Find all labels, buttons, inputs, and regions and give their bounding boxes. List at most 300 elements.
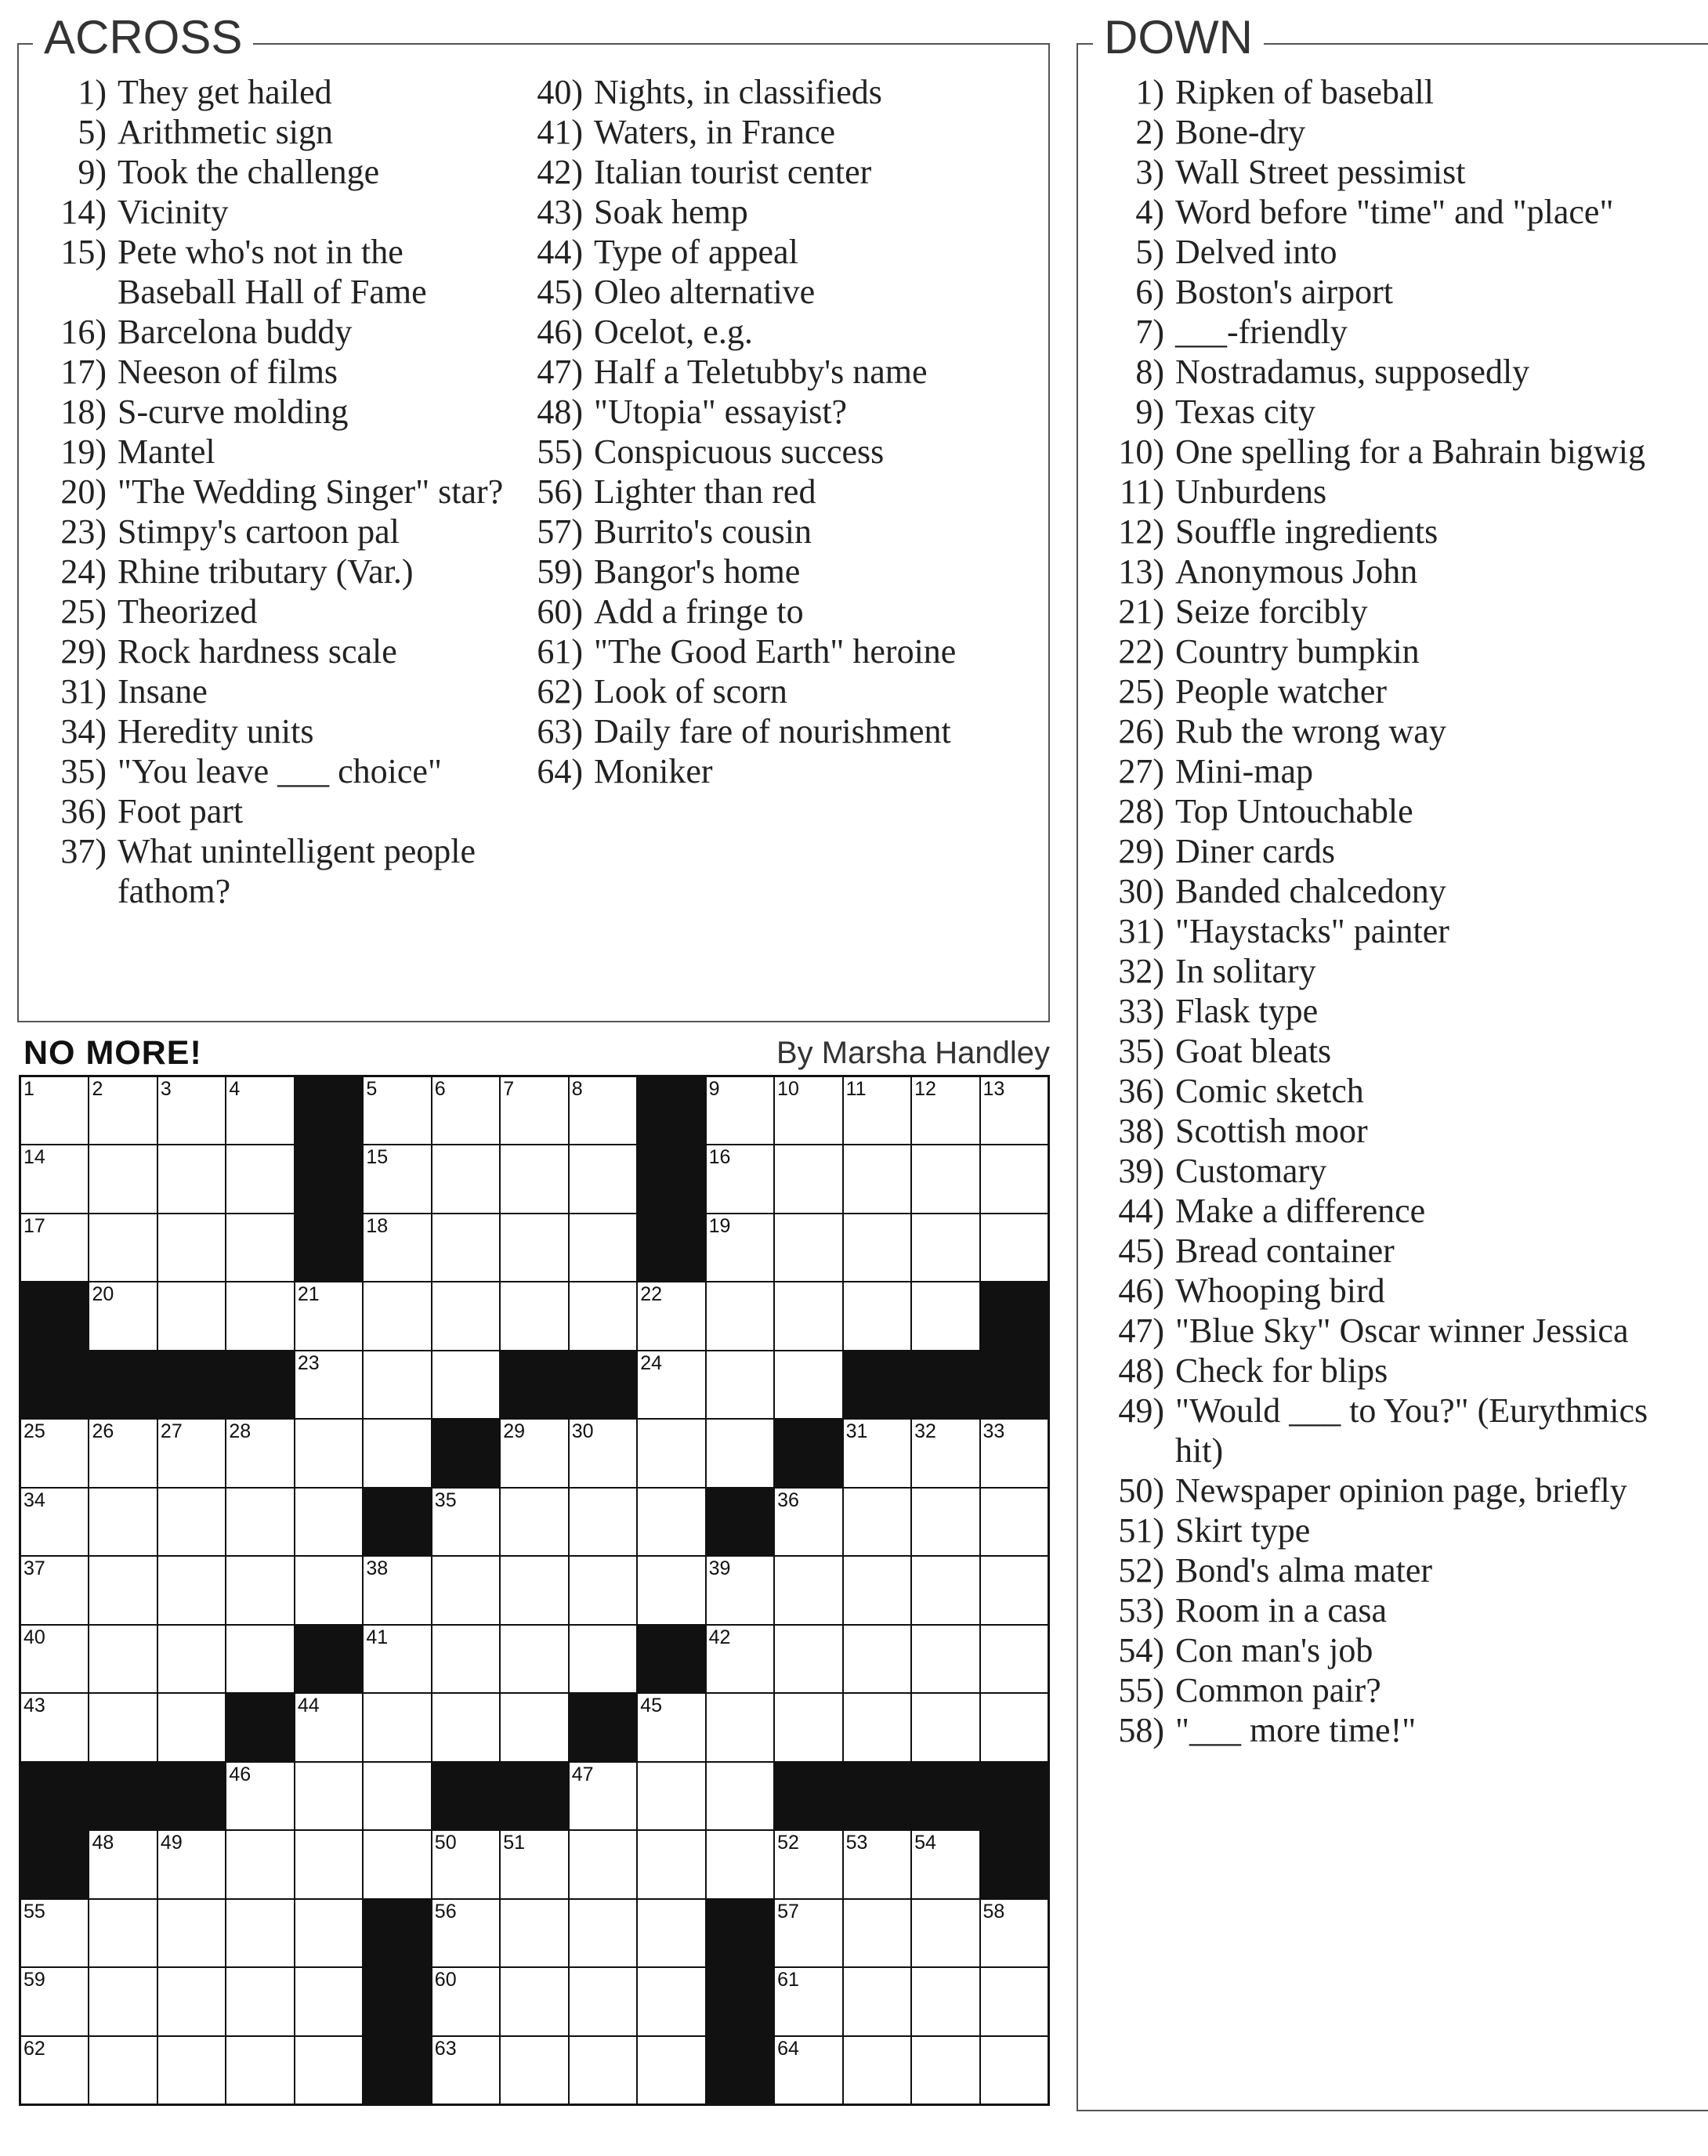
clue-text: Heredity units [118, 712, 314, 751]
grid-cell[interactable] [981, 1214, 1048, 1281]
grid-cell[interactable] [89, 1077, 156, 1144]
down-clue[interactable] [1103, 591, 1699, 631]
clue-text: "Haystacks" painter [1175, 912, 1449, 950]
grid-cell[interactable] [638, 1489, 704, 1555]
grid-cell[interactable] [844, 1900, 910, 1966]
grid-cell[interactable] [21, 1900, 88, 1966]
grid-cell[interactable] [912, 1557, 979, 1623]
grid-cell[interactable] [501, 1900, 567, 1966]
down-clue[interactable] [1103, 631, 1699, 671]
grid-cell[interactable] [912, 1626, 979, 1692]
grid-cell[interactable] [21, 1077, 88, 1144]
grid-cell[interactable] [432, 1214, 499, 1281]
grid-cell[interactable] [981, 1077, 1048, 1144]
across-clue[interactable] [45, 831, 516, 911]
down-clue[interactable] [1103, 1391, 1699, 1470]
across-clue[interactable] [45, 432, 516, 472]
grid-cell[interactable] [912, 1968, 979, 2035]
down-clue[interactable] [1103, 831, 1699, 871]
across-clue[interactable] [522, 432, 1039, 472]
across-clue[interactable] [522, 671, 1039, 711]
grid-cell[interactable] [501, 1214, 567, 1281]
grid-cell[interactable] [295, 1351, 362, 1418]
across-clue[interactable] [522, 552, 1039, 591]
cell-number: 6 [434, 1078, 446, 1100]
across-clue[interactable] [522, 352, 1039, 392]
grid-cell[interactable] [89, 1420, 156, 1486]
cell-number: 54 [914, 1832, 936, 1854]
grid-cell[interactable] [364, 1420, 430, 1486]
grid-cell[interactable] [226, 1557, 293, 1623]
grid-cell[interactable] [707, 1420, 773, 1486]
grid-cell[interactable] [226, 1214, 293, 1281]
grid-cell[interactable] [89, 1214, 156, 1281]
down-clue[interactable] [1103, 112, 1699, 152]
grid-cell[interactable] [981, 1900, 1048, 1966]
clue-number: 37) [60, 832, 107, 870]
down-clue[interactable] [1103, 991, 1699, 1031]
grid-cell[interactable] [158, 1077, 225, 1144]
across-clue[interactable] [522, 272, 1039, 312]
grid-cell[interactable] [707, 1626, 773, 1692]
grid-cell[interactable] [432, 1145, 499, 1212]
down-clue[interactable] [1103, 671, 1699, 711]
down-clue[interactable] [1103, 272, 1699, 312]
grid-cell[interactable] [638, 1968, 704, 2035]
down-clue[interactable] [1103, 472, 1699, 512]
clue-text: Goat bleats [1175, 1032, 1332, 1070]
across-clue[interactable] [45, 671, 516, 711]
across-clue[interactable] [522, 192, 1039, 232]
cell-number: 62 [24, 2037, 45, 2060]
grid-cell[interactable] [226, 1968, 293, 2035]
grid-cell[interactable] [226, 1763, 293, 1829]
clue-text: "Blue Sky" Oscar winner Jessica [1175, 1311, 1629, 1350]
grid-cell[interactable] [775, 1077, 841, 1144]
grid-cell[interactable] [844, 1282, 910, 1349]
across-clue[interactable] [45, 512, 516, 552]
down-clue[interactable] [1103, 352, 1699, 392]
grid-cell[interactable] [89, 1694, 156, 1760]
grid-cell[interactable] [912, 1214, 979, 1281]
grid-cell[interactable] [158, 1282, 225, 1349]
down-clue[interactable] [1103, 1111, 1699, 1151]
grid-cell[interactable] [89, 2037, 156, 2104]
grid-cell[interactable] [638, 1282, 704, 1349]
grid-cell[interactable] [775, 1968, 841, 2035]
grid-cell[interactable] [707, 1145, 773, 1212]
across-clue[interactable] [45, 751, 516, 791]
down-clue[interactable] [1103, 951, 1699, 991]
grid-cell[interactable] [912, 1900, 979, 1966]
grid-cell[interactable] [912, 1282, 979, 1349]
grid-cell[interactable] [707, 1077, 773, 1144]
grid-cell[interactable] [501, 2037, 567, 2104]
grid-cell[interactable] [89, 1968, 156, 2035]
cell-number: 55 [24, 1900, 45, 1923]
grid-cell[interactable] [775, 1351, 841, 1418]
down-clue[interactable] [1103, 1191, 1699, 1231]
across-clue[interactable] [45, 352, 516, 392]
grid-cell[interactable] [570, 1077, 636, 1144]
grid-cell[interactable] [638, 1763, 704, 1829]
grid-cell[interactable] [295, 1831, 362, 1897]
across-clue[interactable] [45, 72, 516, 112]
grid-cell[interactable] [707, 1557, 773, 1623]
down-clue[interactable] [1103, 1071, 1699, 1111]
grid-cell[interactable] [707, 1831, 773, 1897]
grid-cell[interactable] [158, 1145, 225, 1212]
grid-cell[interactable] [295, 1763, 362, 1829]
across-clue[interactable] [45, 631, 516, 671]
down-clue[interactable] [1103, 392, 1699, 432]
down-clue[interactable] [1103, 232, 1699, 272]
across-clue[interactable] [45, 112, 516, 152]
down-clue[interactable] [1103, 192, 1699, 232]
grid-cell[interactable] [432, 1489, 499, 1555]
grid-cell[interactable] [707, 1282, 773, 1349]
grid-cell[interactable] [432, 1557, 499, 1623]
black-square [432, 1420, 499, 1486]
grid-cell[interactable] [775, 1214, 841, 1281]
grid-cell[interactable] [158, 1557, 225, 1623]
grid-cell[interactable] [158, 1694, 225, 1760]
puzzle-author: By Marsha Handley [776, 1036, 1050, 1070]
grid-cell[interactable] [570, 1282, 636, 1349]
grid-cell[interactable] [501, 1420, 567, 1486]
across-clue[interactable] [522, 711, 1039, 751]
grid-cell[interactable] [21, 1489, 88, 1555]
across-clue[interactable] [45, 791, 516, 831]
grid-cell[interactable] [570, 1145, 636, 1212]
grid-cell[interactable] [21, 1694, 88, 1760]
grid-cell[interactable] [158, 1214, 225, 1281]
grid-cell[interactable] [707, 1763, 773, 1829]
grid-cell[interactable] [364, 1214, 430, 1281]
grid-cell[interactable] [570, 1626, 636, 1692]
grid-cell[interactable] [912, 1420, 979, 1486]
down-clue[interactable] [1103, 871, 1699, 911]
grid-cell[interactable] [432, 1831, 499, 1897]
across-clue[interactable] [45, 472, 516, 512]
grid-cell[interactable] [844, 1694, 910, 1760]
grid-cell[interactable] [638, 2037, 704, 2104]
grid-cell[interactable] [912, 1694, 979, 1760]
grid-cell[interactable] [707, 1694, 773, 1760]
across-clue[interactable] [45, 152, 516, 192]
grid-cell[interactable] [981, 1557, 1048, 1623]
grid-cell[interactable] [775, 1900, 841, 1966]
grid-cell[interactable] [638, 1420, 704, 1486]
across-clue[interactable] [522, 152, 1039, 192]
across-clue[interactable] [45, 232, 516, 312]
grid-cell[interactable] [432, 2037, 499, 2104]
grid-cell[interactable] [89, 1557, 156, 1623]
down-clue[interactable] [1103, 552, 1699, 591]
grid-cell[interactable] [226, 1077, 293, 1144]
cell-number: 14 [24, 1146, 45, 1169]
grid-cell[interactable] [226, 1831, 293, 1897]
grid-cell[interactable] [226, 1282, 293, 1349]
down-clue[interactable] [1103, 1151, 1699, 1191]
grid-cell[interactable] [295, 1420, 362, 1486]
across-clue[interactable] [522, 472, 1039, 512]
grid-cell[interactable] [501, 1968, 567, 2035]
grid-cell[interactable] [981, 1489, 1048, 1555]
grid-cell[interactable] [775, 1557, 841, 1623]
grid-cell[interactable] [21, 1420, 88, 1486]
grid-cell[interactable] [844, 1626, 910, 1692]
clue-number: 28) [1118, 792, 1164, 830]
down-clue[interactable] [1103, 751, 1699, 791]
down-clue[interactable] [1103, 1630, 1699, 1670]
clue-text: Nights, in classifieds [594, 73, 882, 111]
grid-cell[interactable] [912, 1145, 979, 1212]
across-clue[interactable] [45, 192, 516, 232]
down-clue[interactable] [1103, 72, 1699, 112]
down-clue[interactable] [1103, 1231, 1699, 1271]
grid-cell[interactable] [364, 1557, 430, 1623]
down-clue[interactable] [1103, 911, 1699, 951]
grid-cell[interactable] [501, 1557, 567, 1623]
down-clue[interactable] [1103, 1510, 1699, 1550]
grid-cell[interactable] [912, 1077, 979, 1144]
cell-number: 22 [640, 1283, 662, 1306]
grid-cell[interactable] [158, 1900, 225, 1966]
clue-number: 52) [1118, 1551, 1164, 1590]
down-clue[interactable] [1103, 1710, 1699, 1750]
black-square [89, 1763, 156, 1829]
grid-cell[interactable] [89, 1900, 156, 1966]
down-clue[interactable] [1103, 791, 1699, 831]
across-clue[interactable] [522, 392, 1039, 432]
grid-cell[interactable] [638, 1900, 704, 1966]
down-clue[interactable] [1103, 1031, 1699, 1071]
across-clue[interactable] [522, 751, 1039, 791]
across-clue[interactable] [522, 112, 1039, 152]
clue-text: Barcelona buddy [118, 313, 353, 351]
down-clue[interactable] [1103, 1590, 1699, 1630]
grid-cell[interactable] [295, 2037, 362, 2104]
grid-cell[interactable] [89, 1145, 156, 1212]
grid-cell[interactable] [295, 1968, 362, 2035]
grid-cell[interactable] [295, 1282, 362, 1349]
cell-number: 60 [434, 1969, 457, 1991]
grid-cell[interactable] [501, 1282, 567, 1349]
black-square [364, 1489, 430, 1555]
grid-cell[interactable] [158, 1831, 225, 1897]
cell-number: 52 [777, 1832, 799, 1854]
grid-cell[interactable] [844, 1831, 910, 1897]
grid-cell[interactable] [981, 2037, 1048, 2104]
grid-cell[interactable] [21, 1145, 88, 1212]
grid-cell[interactable] [844, 1145, 910, 1212]
grid-cell[interactable] [432, 1626, 499, 1692]
grid-cell[interactable] [295, 1694, 362, 1760]
clue-number: 51) [1118, 1511, 1164, 1550]
grid-cell[interactable] [912, 1489, 979, 1555]
grid-cell[interactable] [501, 1489, 567, 1555]
grid-cell[interactable] [638, 1831, 704, 1897]
across-clue[interactable] [522, 512, 1039, 552]
clue-number: 45) [537, 273, 583, 311]
grid-cell[interactable] [844, 1214, 910, 1281]
across-clue[interactable] [45, 552, 516, 591]
grid-cell[interactable] [501, 1831, 567, 1897]
grid-cell[interactable] [570, 2037, 636, 2104]
across-clue[interactable] [522, 631, 1039, 671]
grid-cell[interactable] [775, 1145, 841, 1212]
down-clue[interactable] [1103, 432, 1699, 472]
grid-cell[interactable] [775, 1831, 841, 1897]
across-clue[interactable] [45, 711, 516, 751]
down-clue[interactable] [1103, 1670, 1699, 1710]
grid-cell[interactable] [158, 1968, 225, 2035]
grid-cell[interactable] [432, 1694, 499, 1760]
grid-cell[interactable] [501, 1077, 567, 1144]
grid-cell[interactable] [21, 2037, 88, 2104]
grid-cell[interactable] [158, 1489, 225, 1555]
grid-cell[interactable] [501, 1694, 567, 1760]
down-clue[interactable] [1103, 1311, 1699, 1351]
grid-cell[interactable] [775, 1282, 841, 1349]
grid-cell[interactable] [364, 1351, 430, 1418]
clue-number: 40) [537, 73, 583, 111]
across-clue[interactable] [522, 72, 1039, 112]
grid-cell[interactable] [226, 1626, 293, 1692]
grid-cell[interactable] [432, 1900, 499, 1966]
across-clue[interactable] [45, 392, 516, 432]
cell-number: 5 [366, 1078, 378, 1100]
down-clue[interactable] [1103, 512, 1699, 552]
grid-cell[interactable] [89, 1489, 156, 1555]
grid-cell[interactable] [570, 1900, 636, 1966]
grid-cell[interactable] [21, 1214, 88, 1281]
grid-cell[interactable] [21, 1968, 88, 2035]
grid-cell[interactable] [638, 1694, 704, 1760]
grid-cell[interactable] [21, 1626, 88, 1692]
black-square [226, 1694, 293, 1760]
grid-cell[interactable] [570, 1420, 636, 1486]
grid-cell[interactable] [432, 1968, 499, 2035]
clue-text: Top Untouchable [1175, 792, 1413, 830]
grid-cell[interactable] [364, 1282, 430, 1349]
clue-number: 7) [1135, 313, 1164, 351]
across-clue[interactable] [522, 591, 1039, 631]
grid-cell[interactable] [89, 1831, 156, 1897]
grid-cell[interactable] [981, 1145, 1048, 1212]
across-clue[interactable] [45, 312, 516, 352]
grid-cell[interactable] [226, 1420, 293, 1486]
grid-cell[interactable] [364, 1626, 430, 1692]
grid-cell[interactable] [364, 1831, 430, 1897]
clue-number: 38) [1118, 1112, 1164, 1150]
grid-cell[interactable] [570, 1489, 636, 1555]
grid-cell[interactable] [570, 1763, 636, 1829]
grid-cell[interactable] [775, 1489, 841, 1555]
grid-cell[interactable] [364, 1694, 430, 1760]
grid-cell[interactable] [844, 2037, 910, 2104]
grid-cell[interactable] [981, 1626, 1048, 1692]
grid-cell[interactable] [432, 1282, 499, 1349]
clue-text: "Utopia" essayist? [594, 392, 848, 431]
grid-cell[interactable] [158, 1420, 225, 1486]
grid-cell[interactable] [89, 1626, 156, 1692]
black-square [844, 1351, 910, 1418]
grid-cell[interactable] [226, 2037, 293, 2104]
grid-cell[interactable] [364, 1763, 430, 1829]
grid-cell[interactable] [570, 1214, 636, 1281]
clue-text: Country bumpkin [1175, 632, 1420, 671]
grid-cell[interactable] [432, 1077, 499, 1144]
grid-cell[interactable] [89, 1282, 156, 1349]
down-clue[interactable] [1103, 1271, 1699, 1311]
grid-cell[interactable] [981, 1420, 1048, 1486]
grid-cell[interactable] [432, 1351, 499, 1418]
grid-cell[interactable] [707, 1351, 773, 1418]
grid-cell[interactable] [21, 1557, 88, 1623]
grid-cell[interactable] [775, 1694, 841, 1760]
down-clue[interactable] [1103, 312, 1699, 352]
grid-cell[interactable] [638, 1351, 704, 1418]
grid-cell[interactable] [570, 1831, 636, 1897]
black-square [707, 1968, 773, 2035]
grid-cell[interactable] [981, 1694, 1048, 1760]
grid-cell[interactable] [844, 1077, 910, 1144]
clue-text: People watcher [1175, 672, 1387, 711]
across-clue-list-2 [522, 72, 1039, 791]
grid-cell[interactable] [844, 1968, 910, 2035]
clue-number: 9) [1135, 392, 1164, 431]
grid-cell[interactable] [226, 1145, 293, 1212]
grid-cell[interactable] [570, 1968, 636, 2035]
grid-cell[interactable] [158, 2037, 225, 2104]
grid-cell[interactable] [981, 1968, 1048, 2035]
down-clue[interactable] [1103, 711, 1699, 751]
grid-cell[interactable] [775, 2037, 841, 2104]
grid-cell[interactable] [912, 2037, 979, 2104]
grid-cell[interactable] [844, 1557, 910, 1623]
grid-cell[interactable] [844, 1420, 910, 1486]
grid-cell[interactable] [638, 1557, 704, 1623]
clue-number: 24) [60, 552, 107, 591]
down-clue[interactable] [1103, 1351, 1699, 1391]
down-clue[interactable] [1103, 152, 1699, 192]
grid-cell[interactable] [295, 1557, 362, 1623]
grid-cell[interactable] [844, 1489, 910, 1555]
grid-cell[interactable] [501, 1626, 567, 1692]
down-clue[interactable] [1103, 1470, 1699, 1510]
across-clue[interactable] [45, 591, 516, 631]
grid-cell[interactable] [226, 1900, 293, 1966]
across-clue[interactable] [522, 312, 1039, 352]
grid-cell[interactable] [364, 1145, 430, 1212]
across-clue[interactable] [522, 232, 1039, 272]
grid-cell[interactable] [912, 1831, 979, 1897]
grid-cell[interactable] [158, 1626, 225, 1692]
grid-cell[interactable] [295, 1900, 362, 1966]
grid-cell[interactable] [775, 1626, 841, 1692]
grid-cell[interactable] [501, 1145, 567, 1212]
grid-cell[interactable] [570, 1557, 636, 1623]
clue-text: Waters, in France [594, 113, 835, 151]
grid-cell[interactable] [295, 1489, 362, 1555]
down-clue[interactable] [1103, 1550, 1699, 1590]
grid-cell[interactable] [226, 1489, 293, 1555]
across-heading: ACROSS [33, 14, 253, 61]
grid-cell[interactable] [364, 1077, 430, 1144]
grid-cell[interactable] [707, 1214, 773, 1281]
